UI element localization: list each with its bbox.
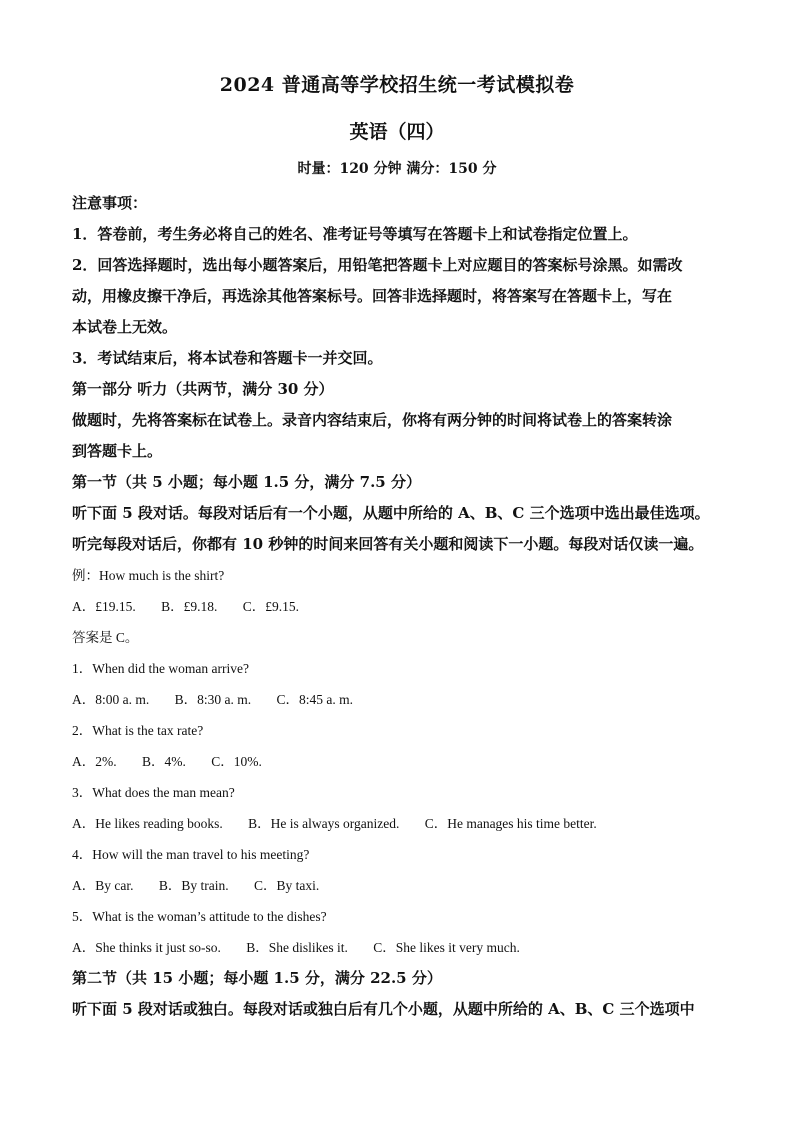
option-c: C．£9.15. — [242, 599, 300, 614]
question-2-options — [72, 746, 722, 777]
question-1: 1．When did the woman arrive? — [72, 661, 249, 676]
section-1-heading: 第一节（共 5 小题；每小题 1.5 分，满分 7.5 分） — [72, 473, 421, 491]
option-c: C．By taxi. — [254, 878, 320, 893]
section-1-block — [72, 467, 722, 963]
part-1-heading: 第一部分 听力（共两节，满分 30 分） — [72, 380, 334, 398]
notice-item-3: 3．考试结束后，将本试卷和答题卡一并交回。 — [72, 349, 383, 367]
notice-item-2-line-1: 2．回答选择题时，选出每小题答案后，用铅笔把答题卡上对应题目的答案标号涂黑。如需改 — [72, 256, 683, 274]
option-c: C．8:45 a. m. — [276, 692, 353, 707]
option-b: B．8:30 a. m. — [174, 692, 252, 707]
option-c: C．He manages his time better. — [424, 816, 597, 831]
notice-item-1: 1．答卷前，考生务必将自己的姓名、准考证号等填写在答题卡上和试卷指定位置上。 — [72, 225, 638, 243]
notice-item-2-line-2: 动，用橡皮擦干净后，再选涂其他答案标号。回答非选择题时，将答案写在答题卡上，写在 — [72, 287, 673, 305]
question-2: 2．What is the tax rate? — [72, 723, 204, 738]
option-a: A．She thinks it just so-so. — [72, 940, 221, 955]
section-2-heading: 第二节（共 15 小题；每小题 1.5 分，满分 22.5 分） — [72, 969, 442, 987]
option-b: B．She dislikes it. — [246, 940, 348, 955]
option-b: B．£9.18. — [161, 599, 218, 614]
option-c: C．10%. — [211, 754, 262, 769]
example-question: 例：How much is the shirt? — [72, 568, 225, 583]
option-b: B．By train. — [158, 878, 229, 893]
section-1-intro-line-2: 听完每段对话后，你都有 10 秒钟的时间来回答有关小题和阅读下一小题。每段对话仅读一遍。 — [72, 535, 704, 553]
exam-meta: 时量：120 分钟 满分：150 分 — [297, 161, 497, 177]
part-1-block — [72, 374, 722, 467]
question-5-options — [72, 932, 722, 963]
option-a: A．By car. — [72, 878, 134, 893]
question-3: 3．What does the man mean? — [72, 785, 235, 800]
part-1-intro-line-1: 做题时，先将答案标在试卷上。录音内容结束后，你将有两分钟的时间将试卷上的答案转涂 — [72, 411, 673, 429]
question-3-options — [72, 808, 722, 839]
question-1-options — [72, 684, 722, 715]
option-a: A．£19.15. — [72, 599, 136, 614]
exam-title: 2024 普通高等学校招生统一考试模拟卷 — [219, 74, 575, 96]
section-2-intro-line-1: 听下面 5 段对话或独白。每段对话或独白后有几个小题，从题中所给的 A、B、C 三个选项中 — [72, 1000, 695, 1018]
option-b: B．He is always organized. — [248, 816, 400, 831]
exam-subtitle: 英语（四） — [349, 121, 445, 143]
question-4: 4．How will the man travel to his meeting? — [72, 847, 310, 862]
option-a: A．8:00 a. m. — [72, 692, 150, 707]
option-a: A．2%. — [72, 754, 117, 769]
notice-heading: 注意事项： — [72, 194, 148, 212]
example-options — [72, 591, 722, 622]
section-1-intro-line-1: 听下面 5 段对话。每段对话后有一个小题，从题中所给的 A、B、C 三个选项中选出最佳选项。 — [72, 504, 710, 522]
section-2-block — [72, 963, 722, 1025]
example-answer: 答案是 C。 — [72, 630, 139, 645]
question-4-options — [72, 870, 722, 901]
option-c: C．She likes it very much. — [373, 940, 520, 955]
notice-item-2-line-3: 本试卷上无效。 — [72, 318, 178, 336]
option-a: A．He likes reading books. — [72, 816, 223, 831]
option-b: B．4%. — [142, 754, 186, 769]
question-5: 5．What is the woman’s attitude to the dishes? — [72, 909, 327, 924]
part-1-intro-line-2: 到答题卡上。 — [72, 442, 163, 460]
notice-block — [72, 188, 722, 374]
